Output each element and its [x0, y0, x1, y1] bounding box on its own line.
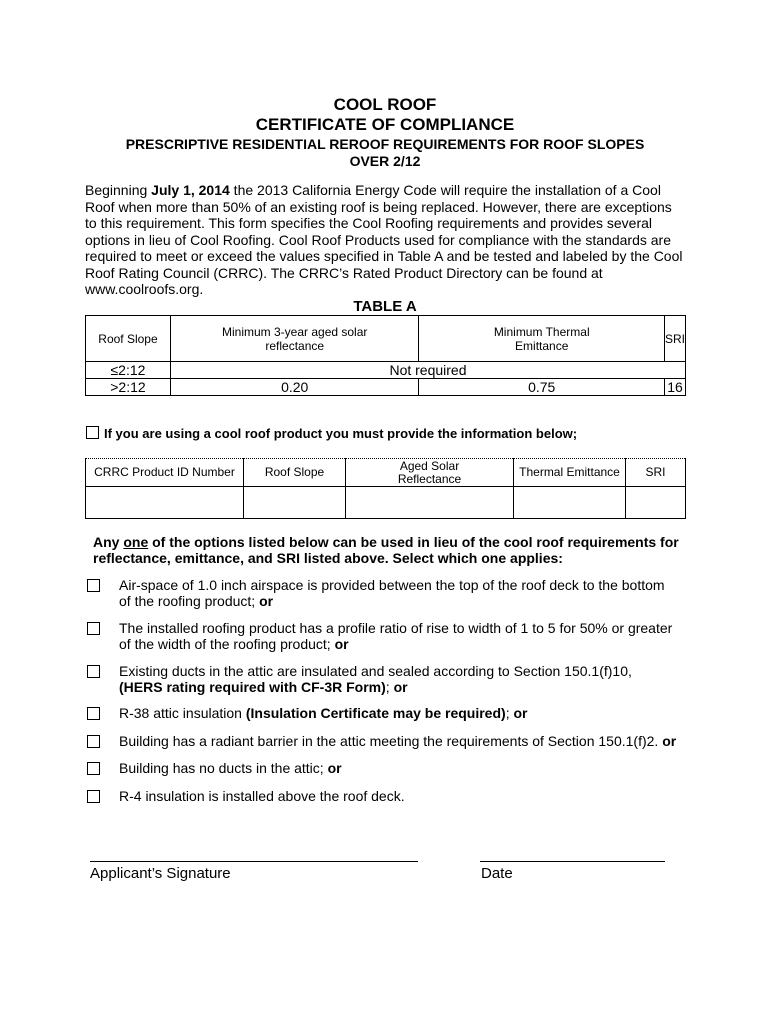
option-checkbox[interactable] [87, 790, 100, 803]
product-table-header: Aged Solar Reflectance [346, 459, 514, 487]
options-lead-post: of the options listed below can be used in lieu of the cool roof requirements for reflectance, emittance, and SRI listed above. Select which one applies: [93, 534, 679, 566]
options-lead [93, 534, 683, 566]
product-table [85, 458, 686, 519]
title-line2: CERTIFICATE OF COMPLIANCE [255, 115, 515, 134]
option-checkbox[interactable] [87, 665, 100, 678]
option-text: Existing ducts in the attic are insulated and sealed according to Section 150.1(f)10, (HERS rating required with CF-3R Form); or [119, 663, 632, 695]
table-a-header-sri: SRI [664, 316, 685, 362]
table-a-cell: >2:12 [86, 379, 171, 396]
title-line1: COOL ROOF [333, 95, 437, 114]
option-checkbox[interactable] [87, 579, 100, 592]
option-text: Building has a radiant barrier in the attic meeting the requirements of Section 150.1(f)2. or [119, 733, 677, 749]
table-a [85, 315, 686, 396]
table-a-cell: 16 [664, 379, 685, 396]
roof-slope-input[interactable] [244, 487, 346, 519]
product-table-header: CRRC Product ID Number [86, 459, 244, 487]
option-text: R-38 attic insulation (Insulation Certificate may be required); or [119, 705, 528, 721]
option-text: R-4 insulation is installed above the roof deck. [119, 788, 405, 804]
thermal-emittance-input[interactable] [514, 487, 626, 519]
subtitle-line1: PRESCRIPTIVE RESIDENTIAL REROOF REQUIREMENTS FOR ROOF SLOPES [125, 136, 645, 152]
option-checkbox[interactable] [87, 762, 100, 775]
table-a-title: TABLE A [353, 298, 417, 315]
option-checkbox[interactable] [87, 622, 100, 635]
product-table-header: Roof Slope [244, 459, 346, 487]
intro-body: the 2013 California Energy Code will require the installation of a Cool Roof when more than 50% of an existing roof is being replaced. However, there are exceptions to this requirement. This form specifies the Cool Roofing requirements and provides several options in lieu of Cool Roofing. Cool Roof Products used for compliance with the standards are required to meet or exceed the values specified in Table A and be tested and labeled by the Cool Roof Rating Council (CRRC). The CRRC’s Rated Product Directory can be found at www.coolroofs.org. [85, 182, 683, 297]
subtitle-line2: OVER 2/12 [349, 153, 421, 169]
product-checkbox[interactable] [86, 426, 99, 444]
table-a-header-slope: Roof Slope [86, 316, 171, 362]
option-text: Air-space of 1.0 inch airspace is provided between the top of the roof deck to the bottom of the roofing product; or [119, 577, 665, 609]
applicant-signature-line[interactable] [90, 861, 418, 862]
table-a-header-emittance: Minimum Thermal Emittance [419, 316, 665, 362]
table-a-cell: 0.20 [170, 379, 419, 396]
aged-solar-reflectance-input[interactable] [346, 487, 514, 519]
product-table-header: Thermal Emittance [514, 459, 626, 487]
product-id-input[interactable] [86, 487, 244, 519]
product-table-header: SRI [626, 459, 686, 487]
table-a-cell: ≤2:12 [86, 362, 171, 379]
table-a-cell: Not required [170, 362, 685, 379]
options-lead-pre: Any [93, 534, 124, 550]
applicant-signature-label: Applicant’s Signature [90, 865, 231, 882]
table-a-cell: 0.75 [419, 379, 665, 396]
date-line[interactable] [480, 861, 665, 862]
product-prompt: If you are using a cool roof product you must provide the information below; [104, 426, 578, 441]
option-checkbox[interactable] [87, 707, 100, 720]
option-text: Building has no ducts in the attic; or [119, 760, 342, 776]
option-checkbox[interactable] [87, 735, 100, 748]
table-a-header-reflectance: Minimum 3-year aged solar reflectance [170, 316, 419, 362]
sri-input[interactable] [626, 487, 686, 519]
intro-lead: Beginning [85, 182, 152, 198]
date-label: Date [481, 865, 513, 882]
intro-date: July 1, 2014 [151, 182, 230, 198]
intro-paragraph [85, 182, 685, 298]
options-lead-one: one [123, 534, 149, 550]
option-text: The installed roofing product has a profile ratio of rise to width of 1 to 5 for 50% or greater of the width of the roofing product; or [119, 620, 673, 652]
